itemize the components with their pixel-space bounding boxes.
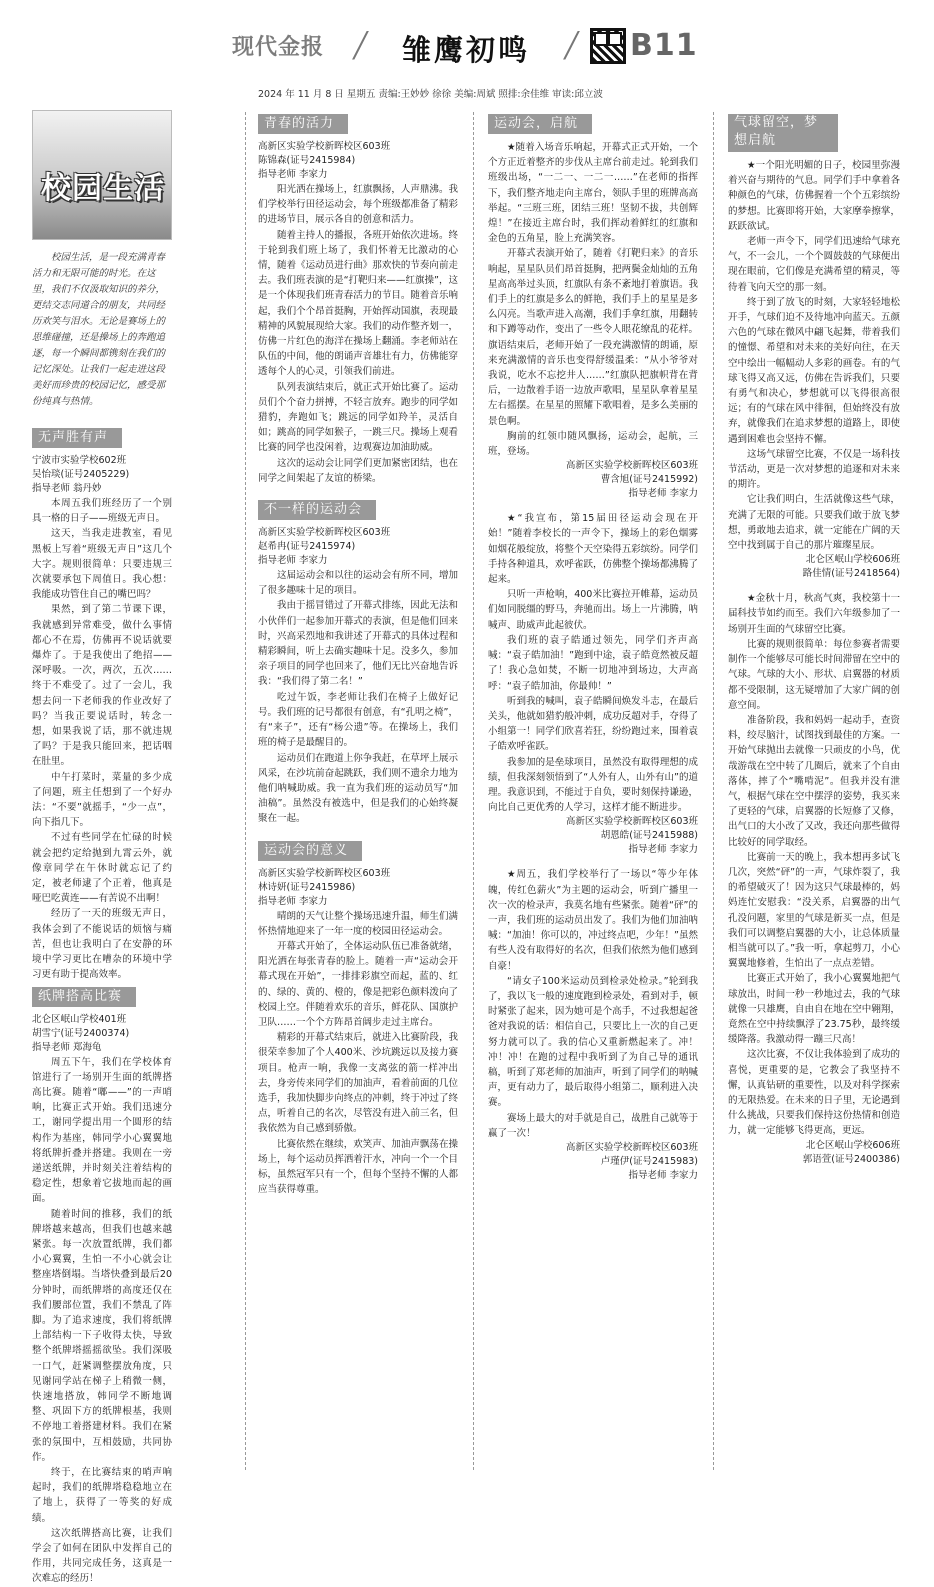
page-number: B11 xyxy=(630,28,698,63)
article-teacher: 指导老师 翁丹妙 xyxy=(32,483,102,494)
article-paragraph: 这届运动会和以往的运动会有所不同，增加了很多趣味十足的项目。 xyxy=(258,570,458,597)
article-paragraph: 队列表演结束后，就正式开始比赛了。运动员们个个奋力拼搏，不轻言放弃。跑步的同学如猎豹，奔跑如飞；跳远的同学如羚羊，灵活自如；跳高的同学如猴子，一跳三尺。操场上观看比赛的同学也没闲着，边观赛边加油助威。 xyxy=(258,381,458,454)
article-paragraph: 这天，当我走进教室，看见黑板上写着“班级无声日”这几个大字。规则很简单：只要违规三次就要承包下周值日。我心想：我能成功管住自己的嘴巴吗？ xyxy=(32,528,172,601)
article-author: 卢瑾伊(证号2415983) xyxy=(600,1155,698,1167)
article-title[interactable]: 无声胜有声 xyxy=(32,428,122,448)
article-title[interactable]: 运动会的意义 xyxy=(258,841,362,861)
article-author: 林诗妍(证号2415986) xyxy=(258,881,356,893)
column-divider xyxy=(473,112,474,1470)
article-paragraph: 我们班的袁子皓通过领先，同学们齐声高喊：“袁子皓加油！”跑到中途，袁子皓竟然被反超了！我心急如焚，不断一切地冲到场边，大声高呼：“袁子皓加油，你最帅！” xyxy=(488,634,698,692)
article-teacher: 指导老师 李家力 xyxy=(628,1169,698,1181)
article-paragraph: 比赛正式开始了，我小心翼翼地把气球放出，时间一秒一秒地过去，我的气球就像一只雄鹰，自由自在地在空中翱翔，竟然在空中持续飘浮了23.75秒，最终缓缓降落。我激动得一蹦三尺高！ xyxy=(728,973,900,1046)
article-school: 高新区实验学校新晖校区603班 xyxy=(565,1141,698,1153)
article-teacher: 指导老师 李家力 xyxy=(258,555,328,567)
article-teacher: 指导老师 李家力 xyxy=(628,488,698,500)
article-paragraph: 胸前的红领巾随风飘扬，运动会，起航，三班，登场。 xyxy=(488,430,698,458)
article-paragraph: 周五下午，我们在学校体育馆进行了一场别开生面的纸牌搭高比赛。随着“嘟——”的一声哨响，比赛正式开始。我们迅速分工，谢同学提出用一个圆形的结构作为基座，韩同学小心翼翼地将纸牌折叠并搭建。我则在一旁递送纸牌，并时刻关注着结构的稳定性，想象着它拔地而起的画面。 xyxy=(32,1056,172,1205)
article-title[interactable]: 纸牌搭高比赛 xyxy=(32,987,136,1007)
article-paragraph: 比赛前一天的晚上，我本想再多试飞几次，突然“砰”的一声，气球炸裂了，我的希望破灭了！因为这只气球最棒的，妈妈连忙安慰我：“没关系，启翼器的出气孔没问题，家里的气球是新买一点，但是我们可以调整启翼器的大小，让总体质量相当就可以了。”我一听，拿起剪刀，小心翼翼地修着，生怕出了一点点差错。 xyxy=(728,851,900,970)
article-paragraph: 本周五我们班经历了一个别具一格的日子——班级无声日。 xyxy=(32,498,172,525)
article-author: 吴怡琰(证号2405229) xyxy=(32,469,130,480)
article-paragraph: 不过有些同学在忙碌的时候就会把约定给抛到九霄云外，就像章同学在午休时就忘记了约定，被老师逮了个正着，他真是哑巴吃黄连——有苦说不出啊！ xyxy=(32,832,172,905)
column-3 xyxy=(488,110,698,1472)
article-school: 北仑区岷山学校401班 xyxy=(32,1013,127,1025)
article-school: 高新区实验学校新晖校区603班 xyxy=(565,816,698,828)
article-paragraph: ★随着入场音乐响起，开幕式正式开始，一个个方正近着整齐的步伐从主席台前走过。轮到我们班级出场，“一二一、一二一……”在老师的指挥下，我们整齐地走向主席台，领队手里的班牌高高举起。“三班三班，团结三班！坚韧不拔，共创辉煌！”在接近主席台时，我们挥动着鲜红的红旗和金色的五角星，脸上充满笑容。 xyxy=(488,142,698,245)
article-paragraph: 随着时间的推移，我们的纸牌塔越来越高，但我们也越来越紧张。每一次放置纸牌，我们都小心翼翼，生怕一不小心就会让整座塔倒塌。当塔快叠到最后20分钟时，而纸牌塔的高度还仅在我们腰部位置，我们不禁乱了阵脚。为了追求速度，我们将纸牌上部结构一下子收得太快，导致整个纸牌塔摇摇欲坠。我们深吸一口气，赶紧调整摆放角度，只见谢同学站在梯子上稍微一侧，快速地搭放，韩同学不断地调整、巩固下方的纸牌根基，我则不停地工着搭建材料。我们在紧张的氛围中，互相鼓励，共同协作。 xyxy=(32,1208,172,1463)
article-teacher: 指导老师 郑海龟 xyxy=(32,1041,102,1053)
article-paragraph: 赛场上最大的对手就是自己，战胜自己就等于赢了一次！ xyxy=(488,1112,698,1139)
article-paragraph: 终于，在比赛结束的哨声响起时，我们的纸牌塔稳稳地立在了地上，获得了一等奖的好成绩。 xyxy=(32,1466,172,1524)
article-paragraph: 精彩的开幕式结束后，就进入比赛阶段，我很荣幸参加了个人400米、沙坑跳远以及接力赛项目。枪声一响，我像一支离弦的箭一样冲出去，身旁传来同学们的加油声，看着前面的几位选手，我加快脚步向终点的冲刺，终于冲过了终点，听着自己的名次，尽管没有进入前三名，但我依然为自己感到骄傲。 xyxy=(258,1032,458,1135)
article-paragraph: 中午打菜时，菜量的多少成了问题，班主任想到了一个好办法：“不要”就摇手，“少一点”，向下指几下。 xyxy=(32,771,172,829)
article-paragraph: 吃过午饭，李老师让我们在椅子上做好记号。我们班的记号都很有创意，有“孔明之椅”，有“来子”，还有“杨公遗”等。在操场上，我们班的椅子是最醒目的。 xyxy=(258,691,458,749)
article-paragraph: 老师一声令下，同学们迅速给气球充气，不一会儿，一个个圆鼓鼓的气球便出现在眼前，它们像是充满希望的精灵，等待着飞向天空的那一刻。 xyxy=(728,236,900,293)
divider-slash: / xyxy=(565,23,577,69)
article-paragraph: 比赛的规则很简单：每位参赛者需要制作一个能够尽可能长时间滞留在空中的气球。气球的大小、形状、启翼器的材质都不受限制，这无疑增加了大家广阔的创意空间。 xyxy=(728,638,900,711)
column-divider xyxy=(713,112,714,1470)
article-paragraph: 这次的运动会让同学们更加紧密团结，也在同学之间架起了友谊的桥梁。 xyxy=(258,457,458,484)
article-paragraph: 这次比赛，不仅让我体验到了成功的喜悦，更重要的是，它教会了我坚持不懈，认真钻研的重要性，以及对科学探索的无限热爱。在未来的日子里，无论遇到什么挑战，只要我们保持这份热情和创造力，就一定能够飞得更高，更远。 xyxy=(728,1049,900,1137)
article-paragraph: 这场气球留空比赛，不仅是一场科技节活动，更是一次对梦想的追逐和对未来的期许。 xyxy=(728,448,900,491)
article-paragraph: 果然，到了第二节课下课，我就感到异常难受，做什么事情都心不在焉，仿佛再不说话就要爆炸了。于是我使出了绝招——深呼吸。一次，两次，五次……终于不难受了。过了一会儿，我想去问一下老师我的作业改好了吗？当我正要说话时，转念一想，如果我说了话，那不就违规了吗？于是我只能回来，把话咽在肚里。 xyxy=(32,604,172,768)
column-4 xyxy=(728,110,900,1472)
article-paragraph: 只听一声枪响，400米比赛拉开帷幕，运动员们如同脱缰的野马，奔驰而出。场上一片沸腾，呐喊声、助威声此起彼伏。 xyxy=(488,589,698,631)
article-paragraph: ★“我宣布，第15届田径运动会现在开始！”随着李校长的一声令下，操场上的彩色烟雾如烟花般绽放，将整个天空染得五彩缤纷。同学们手持各种道具，欢呼雀跃，仿佛整个操场都沸腾了起来。 xyxy=(488,513,698,586)
article-author: 赵希冉(证号2415974) xyxy=(258,541,356,553)
section-banner xyxy=(32,110,172,240)
column-title: 雏鹰初鸣 xyxy=(402,33,531,67)
article-paragraph: 晴朗的天气让整个操场迅速升温，师生们满怀热情地迎来了一年一度的校园田径运动会。 xyxy=(258,910,458,937)
article-author: 胡雪宁(证号2400374) xyxy=(32,1027,130,1039)
article-author: 路佳情(证号2418564) xyxy=(802,568,900,580)
article-paragraph: ★周五，我们学校举行了一场以“等少年体魄，传红色薪火”为主题的运动会，听到广播里一次一次的检录声，我莫名地有些紧张。随着“砰”的一声，我们班的运动员出发了。我们为他们加油呐喊：“加油！你可以的，冲过终点吧，少年！”虽然有些人没有取得好的名次，但我们依然为他们感到自豪！ xyxy=(488,869,698,972)
article-paragraph: 这次纸牌搭高比赛，让我们学会了如何在团队中发挥自己的作用，共同完成任务，这真是一次难忘的经历！ xyxy=(32,1527,172,1585)
article-school: 北仑区岷山学校606班 xyxy=(805,1139,900,1151)
page-header xyxy=(0,0,934,104)
column-1 xyxy=(32,110,172,1585)
issue-meta: 2024 年 11 月 8 日 星期五 责编:王妙妙 徐徐 美编:周斌 照排:余佳维 审读:邱立波 xyxy=(258,89,603,100)
article-title[interactable]: 运动会，启航 xyxy=(488,114,592,134)
article-paragraph: ★金秋十月，秋高气爽，我校第十一届科技节如约而至。我们六年级参加了一场别开生面的气球留空比赛。 xyxy=(728,593,900,635)
article-author: 陈锦森(证号2415984) xyxy=(258,155,356,166)
section-intro: 校园生活，是一段充满青春活力和无限可能的时光。在这里，我们不仅汲取知识的养分，更结交志同道合的朋友，共同经历欢笑与泪水。无论是赛场上的思维碰撞，还是操场上的奔跑追逐，每一个瞬间都镌刻在我们的记忆深处。让我们一起走进这段美好而珍贵的校园记忆，感受那份纯真与热情。 xyxy=(32,252,166,407)
article-school: 高新区实验学校新晖校区603班 xyxy=(258,527,391,539)
divider-slash: / xyxy=(354,23,366,69)
article-title[interactable]: 青春的活力 xyxy=(258,114,348,134)
article-paragraph: 我参加的是垒球项目，虽然没有取得理想的成绩，但我深刻领悟到了“人外有人，山外有山”的道理。我意识到，不能过于自负，要时刻保持谦逊，向比自己更优秀的人学习，这样才能不断进步。 xyxy=(488,756,698,814)
column-divider xyxy=(245,112,246,1470)
article-paragraph: 开幕式开始了，全体运动队伍已准备就绪，阳光洒在每张青春的脸上。随着一声“运动会开幕式现在开始”，一排排彩旗空而起，蓝的、红的、绿的、黄的、橙的，像是把彩色颜料泼向了校园上空。伴随着欢乐的音乐，鲜花队、国旗护卫队……一个个方阵昂首阔步走过主席台。 xyxy=(258,940,458,1028)
article-teacher: 指导老师 李家力 xyxy=(628,844,698,856)
article-paragraph: 听到我的喊叫，袁子皓瞬间焕发斗志，在最后关头，他就如猎豹般冲刺，成功反超对手，夺得了小组第一！同学们欣喜若狂，纷纷跑过来，围着袁子皓欢呼雀跃。 xyxy=(488,695,698,753)
article-paragraph: 我由于摇冒错过了开幕式排练，因此无法和小伙伴们一起参加开幕式的表演，但是他们回来时，兴高采烈地和我讲述了开幕式的具体过程和精彩瞬间，听上去确实趣味十足。没多久，参加亲子项目的同学也回来了，他们无比兴奋地告诉我：“我们得了第二名！” xyxy=(258,600,458,688)
column-2 xyxy=(258,110,458,1472)
article-teacher: 指导老师 李家力 xyxy=(258,895,328,907)
article-paragraph: 经历了一天的班级无声日，我体会到了不能说话的烦恼与痛苦，但也让我明白了在安静的环境中学习更比在嘈杂的环境中学习更有助于提高效率。 xyxy=(32,908,172,981)
article-author: 胡恩皓(证号2415988) xyxy=(600,830,698,842)
article-paragraph: 它让我们明白，生活就像这些气球，充满了无限的可能。只要我们敢于放飞梦想，勇敢地去追求，就一定能在广阔的天空中找到属于自己的那片璀璨星辰。 xyxy=(728,494,900,552)
article-paragraph: 随着主持人的播报，各班开始依次进场。终于轮到我们班上场了，我们怀着无比激动的心情，随着《运动员进行曲》那欢快的节奏向前走去。我们班表演的是“打靶归来——红旗操”，这是一个体现我们班青春活力的节目。随着音乐响起，我们个个昂首挺胸，开始挥动国旗，表现最精神的风貌展现给大家。我们的动作整齐划一，仿佛一片红色的海洋在操场上翻涌。李老师站在队伍的中间，他的朗诵声音雄壮有力，仿佛能穿透每个人的心灵，引领我们前进。 xyxy=(258,229,458,378)
article-paragraph: “请女子100米运动员到检录处检录。”轮到我了，我以飞一般的速度跑到检录处，看到对手，顿时紧张了起来，因为她可是个高手，不过我想起爸爸对我说的话：相信自己，只要比上一次的自己更努力就可以了。我的信心又重新燃起来了。冲！冲！冲！在跑的过程中我听到了为自己导的通讯稿，听到了郑老师的加油声，听到了同学们的呐喊声，更有动力了，最后取得小组第二，顺利进入决赛。 xyxy=(488,975,698,1109)
article-teacher: 指导老师 李家力 xyxy=(258,169,328,180)
section-title: 校园生活 xyxy=(41,171,165,206)
article-school: 高新区实验学校新晖校区603班 xyxy=(565,460,698,472)
article-paragraph: 比赛依然在继续，欢笑声、加油声飘荡在操场上，每个运动员挥洒着汗水，冲向一个一个目标，虽然冠军只有一个，但每个坚持不懈的人都应当获得尊重。 xyxy=(258,1138,458,1196)
article-author: 郭语萱(证号2400386) xyxy=(802,1153,900,1165)
newspaper-name: 现代金报 xyxy=(232,34,325,60)
article-title[interactable]: 气球留空，梦想启航 xyxy=(728,114,838,152)
article-paragraph: 终于到了放飞的时刻，大家轻轻地松开手，气球们迫不及待地冲向蓝天。五颜六色的气球在微风中翩飞起舞，带着我们的憧憬、希望和对未来的美好向往，在天空中绘出一幅幅动人多彩的画卷。有的气球飞得又高又远，仿佛在告诉我们，只要有勇气和决心，梦想就可以飞得很高很远；有的气球在风中徘徊，但始终没有放弃，就像我们在追求梦想的道路上，即使遇到困难也会坚持不懈。 xyxy=(728,296,900,445)
article-school: 北仑区岷山学校606班 xyxy=(805,554,900,566)
article-paragraph: 准备阶段，我和妈妈一起动手，查资料，绞尽脑汁，试图找到最佳的方案。一开始气球抛出去就像一只顽皮的小鸟，优哉游哉在空中转了几圈后，就来了个自由落体，摔了个“嘴啃泥”。但我并没有泄气，根据气球在空中摆浮的姿势，我买来了更轻的气球，启翼器的长短修了又修，出气口的大小改了又改，我还向那些做得比较好的同学取经。 xyxy=(728,714,900,848)
article-title[interactable]: 不一样的运动会 xyxy=(258,500,376,520)
article-paragraph: 阳光洒在操场上，红旗飘扬，人声鼎沸。我们学校举行田径运动会，每个班级都准备了精彩的进场节目，展示各自的创意和活力。 xyxy=(258,184,458,226)
article-paragraph: ★一个阳光明媚的日子，校园里弥漫着兴奋与期待的气息。同学们手中拿着各种颜色的气球，仿佛握着一个个五彩缤纷的梦想。比赛即将开始，大家摩拳擦掌，跃跃欲试。 xyxy=(728,160,900,232)
article-author: 曹含旭(证号2415992) xyxy=(600,474,698,486)
article-paragraph: 运动员们在跑道上你争我赶，在草坪上展示风采，在沙坑前奋起跳跃，我们则不遗余力地为他们呐喊助威。我一直为我们班的运动员写“加油稿”。虽然没有被选中，但是我们的心始终凝聚在一起。 xyxy=(258,752,458,825)
article-school: 高新区实验学校新晖校区603班 xyxy=(258,867,391,879)
article-paragraph: 开幕式表演开始了，随着《打靶归来》的音乐响起，星星队员们昂首挺胸，把两鬓金灿灿的五角星高高举过头顶，红旗队有条不紊地打着旗语。我们手上的红旗是多么的鲜艳，我们手上的星星是多么闪亮。当歌声进入高潮，我们手拿红旗，用翻转和下蹲等动作，变出了一些令人眼花缭乱的花样。旗语结束后，老师开始了一段充满激情的朗诵，原来充满激情的音乐也变得舒缓温柔：“从小爷爷对我说，吃水不忘挖井人……”红旗队把旗帜背在背后，一边散着手语一边放声歌唱，星星队拿着星星左右摇摆。在星星的照耀下歌唱着，是多么美丽的景色啊。 xyxy=(488,248,698,427)
article-school: 宁波市实验学校602班 xyxy=(32,455,127,466)
article-school: 高新区实验学校新晖校区603班 xyxy=(258,141,391,152)
qr-code-icon[interactable] xyxy=(590,28,626,64)
